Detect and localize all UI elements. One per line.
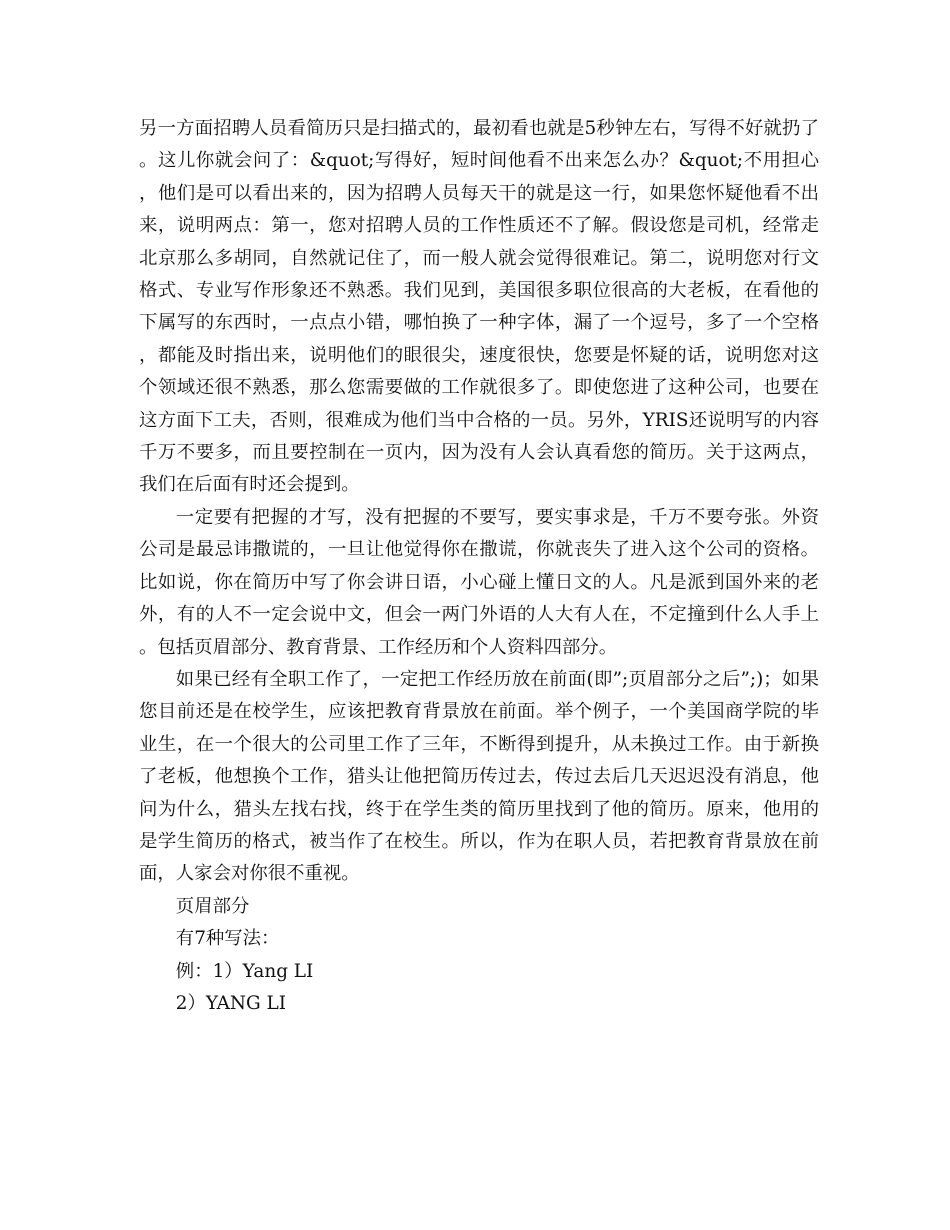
paragraph-resume-scanning: 另一方面招聘人员看简历只是扫描式的，最初看也就是5秒钟左右，写得不好就扔了。这儿你就会问了：&quot;写得好，短时间他看不出来怎么办？&quot;不用担心，他们是可以看出来的，因为招聘人员每天干的就是这一行，如果您怀疑他看不出来，说明两点：第一，您对招聘人员的工作性质还不了解。假设您是司机，经常走北京那么多胡同，自然就记住了，而一般人就会觉得很难记。第二，说明您对行文格式、专业写作形象还不熟悉。我们见到，美国很多职位很高的大老板，在看他的下属写的东西时，一点点小错，哪怕换了一种字体，漏了一个逗号，多了一个空格，都能及时指出来，说明他们的眼很尖，速度很快，您要是怀疑的话，说明您对这个领域还很不熟悉，那么您需要做的工作就很多了。即使您进了这种公司，也要在这方面下工夫，否则，很难成为他们当中合格的一员。另外，YRIS还说明写的内容千万不要多，而且要控制在一页内，因为没有人会认真看您的简历。关于这两点，我们在后面有时还会提到。 [139,118,819,496]
line-example-2: 2）YANG LI [175,992,286,1014]
line-example-1: 例：1）Yang LI [175,960,314,982]
line-seven-ways: 有7种写法： [175,928,280,950]
paragraph-honesty: 一定要有把握的才写，没有把握的不要写，要实事求是，千万不要夸张。外资公司是最忌讳撒谎的，一旦让他觉得你在撒谎，你就丧失了进入这个公司的资格。比如说，你在简历中写了你会讲日语，小心碰上懂日文的人。凡是派到国外来的老外，有的人不一定会说中文，但会一两门外语的人大有人在，不定撞到什么人手上。包括页眉部分、教育背景、工作经历和个人资料四部分。 [139,506,819,658]
heading-header-section: 页眉部分 [175,895,250,917]
document-body [139,113,819,1020]
paragraph-work-experience-order: 如果已经有全职工作了，一定把工作经历放在前面(即”;页眉部分之后”;)；如果您目前还是在校学生，应该把教育背景放在前面。举个例子，一个美国商学院的毕业生，在一个很大的公司里工作了三年，不断得到提升，从未换过工作。由于新换了老板，他想换个工作，猎头让他把简历传过去，传过去后几天迟迟没有消息，他问为什么，猎头左找右找，终于在学生类的简历里找到了他的简历。原来，他用的是学生简历的格式，被当作了在校生。所以，作为在职人员，若把教育背景放在前面，人家会对你很不重视。 [139,668,819,885]
